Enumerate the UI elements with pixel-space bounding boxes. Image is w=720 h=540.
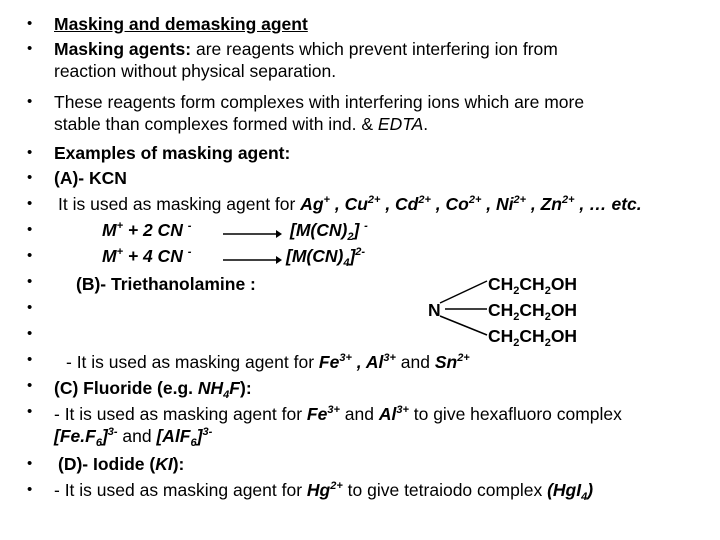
reaction-arrow-icon xyxy=(221,228,283,240)
tea-bond-lines xyxy=(438,278,490,338)
definition-text-2: reaction without physical separation. xyxy=(54,61,337,81)
equation-2-reactants: M+ + 4 CN - xyxy=(102,246,192,266)
bullet: • xyxy=(27,221,33,238)
bullet: • xyxy=(27,273,33,290)
triethanolamine-label xyxy=(76,273,256,295)
iodide-heading: (D)- Iodide (KI): xyxy=(58,454,185,474)
reaction-arrow-icon xyxy=(221,254,283,266)
equation-1-reactants: M+ + 2 CN - xyxy=(102,220,192,240)
bullet: • xyxy=(27,144,33,161)
examples-heading xyxy=(54,142,290,164)
definition-text: are reagents which prevent interfering ion from xyxy=(191,39,558,59)
tea-arm-bottom: $CH_2CH_2OH$ xyxy=(488,326,578,349)
ion-list: Ag+ , $Cu^{2+}$ , $Cd^{2+}$ , $Co^{2+}$ , $Ni^{2+}$ , $Zn^{2+}$ , … etc. xyxy=(300,194,642,214)
usage-text: - It is used as masking agent for xyxy=(54,480,307,500)
bullet: • xyxy=(27,299,33,316)
bullet: • xyxy=(27,325,33,342)
fluoride-complexes: $[Fe.F_6]^{3-}$ and $[AlF_6]^{3-}$ xyxy=(54,426,213,449)
bullet: • xyxy=(27,247,33,264)
usage-text: - It is used as masking agent for xyxy=(66,352,319,372)
usage-text: - It is used as masking agent for xyxy=(54,404,307,424)
edta-term: EDTA xyxy=(377,114,424,134)
triethanolamine-text: (B)- Triethanolamine : xyxy=(76,274,256,294)
nitrogen-atom: N xyxy=(428,300,441,320)
term: Masking agents: xyxy=(54,39,192,59)
fluoride-usage: - It is used as masking agent for $Fe^{3+}$ and $Al^{3+}$ to give hexafluoro complex xyxy=(54,404,622,424)
statement-text-2: stable than complexes formed with ind. & xyxy=(54,114,378,134)
masking-agents-definition xyxy=(54,38,558,60)
bullet: • xyxy=(27,403,33,420)
equation-2-product: $[M(CN)_4]^{2-}$ xyxy=(286,246,366,269)
bullet: • xyxy=(27,351,33,368)
iodide-usage: - It is used as masking agent for $Hg^{2+}$ to give tetraiodo complex (HgI$_4$) xyxy=(54,480,594,503)
heading xyxy=(54,13,308,35)
bullet: • xyxy=(27,455,33,472)
examples-text: Examples of masking agent: xyxy=(54,143,291,163)
tea-usage: - It is used as masking agent for $Fe^{3+}$ , $Al^{3+}$ and $Sn^{2+}$ xyxy=(66,352,470,372)
tea-arm-top: $CH_2CH_2OH$ xyxy=(488,274,578,297)
bullet: • xyxy=(27,195,33,212)
bullet: • xyxy=(27,481,33,498)
complexes-statement xyxy=(54,91,584,113)
bullet: • xyxy=(27,15,33,32)
equation-1-product: $[M(CN)_2]$ - xyxy=(290,220,368,243)
bullet: • xyxy=(27,377,33,394)
bullet: • xyxy=(27,40,33,57)
bullet: • xyxy=(27,93,33,110)
period: . xyxy=(423,114,429,134)
tea-arm-middle: $CH_2CH_2OH$ xyxy=(488,300,578,323)
usage-text: It is used as masking agent for xyxy=(58,194,301,214)
fluoride-heading: (C) Fluoride (e.g. $NH_4F$): xyxy=(54,378,252,401)
kcn-heading xyxy=(54,167,127,189)
definition-continued xyxy=(54,60,336,82)
kcn-text: (A)- KCN xyxy=(54,168,127,188)
heading-text: Masking and demasking agent xyxy=(54,14,308,34)
bullet: • xyxy=(27,169,33,186)
statement-text: These reagents form complexes with interfering ions which are more xyxy=(54,92,585,112)
kcn-usage xyxy=(58,193,642,215)
complexes-statement-continued xyxy=(54,113,428,135)
